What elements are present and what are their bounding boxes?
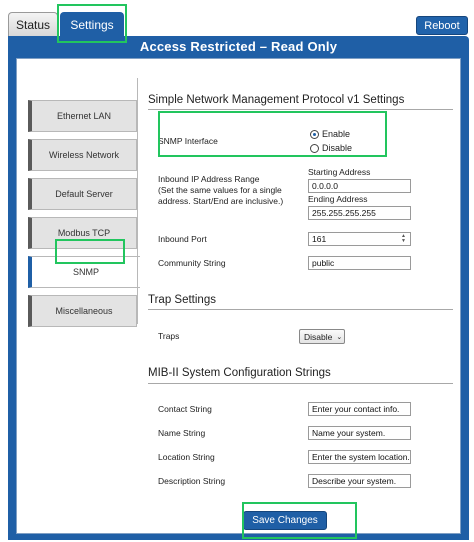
nav-item-ethernet-lan[interactable]: Ethernet LAN — [28, 100, 137, 132]
radio-enable[interactable] — [310, 129, 350, 139]
snmp-interface-label: SNMP Interface — [158, 136, 218, 146]
mib-section-title: MIB-II System Configuration Strings — [148, 367, 331, 379]
name-string-label: Name String — [158, 428, 206, 438]
radio-enable-indicator — [310, 130, 319, 139]
settings-frame — [8, 36, 469, 540]
reboot-button[interactable]: Reboot — [416, 16, 468, 35]
ip-range-note: (Set the same values for a single address. Start/End are inclusive.) — [158, 185, 284, 206]
description-string-label: Description String — [158, 476, 226, 486]
nav-item-wireless-network[interactable]: Wireless Network — [28, 139, 137, 171]
nav-item-miscellaneous[interactable]: Miscellaneous — [28, 295, 137, 327]
community-string-input[interactable]: public — [308, 256, 411, 270]
nav-divider — [137, 78, 138, 324]
inbound-port-label: Inbound Port — [158, 234, 207, 244]
ending-address-label: Ending Address — [308, 194, 368, 204]
location-string-input[interactable]: Enter the system location. — [308, 450, 411, 464]
radio-enable-label: Enable — [322, 129, 351, 139]
section-divider — [148, 383, 453, 384]
ip-range-title: Inbound IP Address Range — [158, 174, 260, 184]
stepper-arrows-icon[interactable]: ▲ ▼ — [401, 233, 406, 244]
contact-string-label: Contact String — [158, 404, 212, 414]
traps-select-value: Disable — [304, 331, 333, 342]
traps-label: Traps — [158, 331, 180, 341]
starting-address-input[interactable]: 0.0.0.0 — [308, 179, 411, 193]
radio-disable-indicator — [310, 144, 319, 153]
radio-disable-label: Disable — [322, 143, 353, 153]
access-banner: Access Restricted – Read Only — [139, 38, 338, 54]
section-divider — [148, 309, 453, 310]
nav-item-snmp[interactable]: SNMP — [28, 256, 140, 288]
community-string-label: Community String — [158, 258, 226, 268]
nav-item-modbus-tcp[interactable]: Modbus TCP — [28, 217, 137, 249]
tab-status[interactable]: Status — [8, 12, 58, 36]
description-string-input[interactable]: Describe your system. — [308, 474, 411, 488]
save-changes-button[interactable]: Save Changes — [243, 511, 327, 530]
inbound-port-stepper[interactable] — [308, 232, 411, 246]
chevron-down-icon: ⌄ — [336, 333, 343, 341]
ending-address-input[interactable]: 255.255.255.255 — [308, 206, 411, 220]
tab-settings[interactable]: Settings — [60, 12, 124, 36]
trap-section-title: Trap Settings — [148, 294, 216, 306]
traps-select[interactable] — [299, 329, 345, 344]
location-string-label: Location String — [158, 452, 215, 462]
ip-range-label — [158, 174, 298, 207]
snmp-content — [148, 59, 460, 533]
nav-item-default-server[interactable]: Default Server — [28, 178, 137, 210]
name-string-input[interactable]: Name your system. — [308, 426, 411, 440]
section-divider — [148, 109, 453, 110]
contact-string-input[interactable]: Enter your contact info. — [308, 402, 411, 416]
radio-disable[interactable] — [310, 143, 352, 153]
inbound-port-value: 161 — [312, 234, 327, 244]
starting-address-label: Starting Address — [308, 167, 371, 177]
settings-panel — [16, 58, 461, 534]
snmp-section-title: Simple Network Management Protocol v1 Settings — [148, 94, 405, 106]
